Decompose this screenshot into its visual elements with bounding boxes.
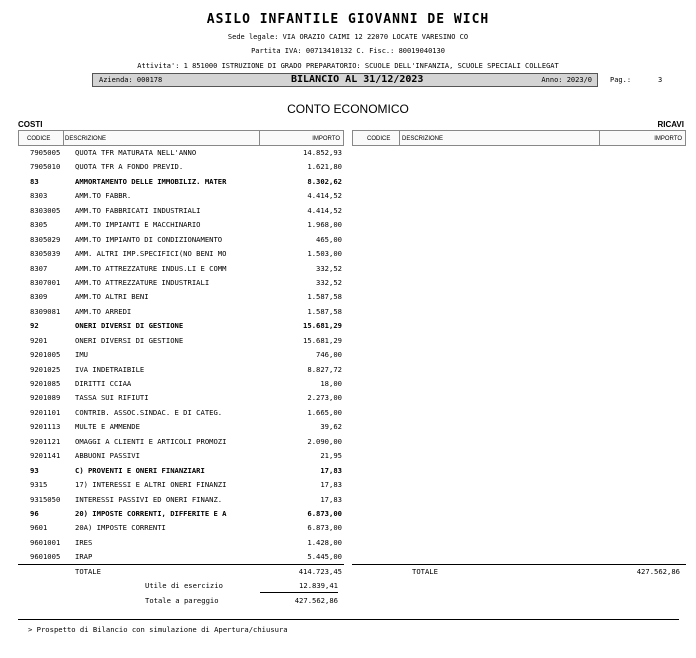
row-code: 9601 (30, 523, 48, 533)
report-header-bar (92, 73, 598, 87)
totale-costi-label: TOTALE (75, 567, 101, 576)
table-row (18, 406, 344, 420)
table-row (18, 160, 344, 174)
row-amount: 1.428,00 (307, 537, 342, 547)
row-amount: 746,00 (316, 350, 342, 360)
row-amount: 1.968,00 (307, 220, 342, 230)
row-code: 9201101 (30, 407, 61, 417)
row-description: AMM.TO FABBRICATI INDUSTRIALI (75, 205, 201, 215)
row-description: 17) INTERESSI E ALTRI ONERI FINANZI (75, 480, 227, 490)
table-row (18, 305, 344, 319)
row-amount: 6.873,00 (307, 508, 342, 518)
table-row (18, 493, 344, 507)
row-code: 9201089 (30, 393, 61, 403)
row-code: 83 (30, 176, 39, 186)
table-row (18, 363, 344, 377)
table-row (18, 290, 344, 304)
row-amount: 5.445,00 (307, 552, 342, 562)
row-description: AMMORTAMENTO DELLE IMMOBILIZ. MATER (75, 176, 227, 186)
table-row (18, 233, 344, 247)
row-amount: 465,00 (316, 234, 342, 244)
row-amount: 4.414,52 (307, 205, 342, 215)
table-row (18, 478, 344, 492)
row-code: 96 (30, 508, 39, 518)
row-description: ABBUONI PASSIVI (75, 451, 140, 461)
row-description: ONERI DIVERSI DI GESTIONE (75, 335, 184, 345)
table-row (18, 175, 344, 189)
row-amount: 1.665,00 (307, 407, 342, 417)
header-codice: CODICE (27, 136, 51, 142)
row-code: 9201005 (30, 350, 61, 360)
row-description: C) PROVENTI E ONERI FINANZIARI (75, 465, 205, 475)
header-importo: IMPORTO (312, 136, 340, 142)
table-row (18, 420, 344, 434)
row-code: 93 (30, 465, 39, 475)
costi-total-rule (18, 564, 344, 565)
utile-rule (260, 592, 338, 593)
table-row (18, 464, 344, 478)
row-amount: 21,95 (320, 451, 342, 461)
section-title: CONTO ECONOMICO (287, 102, 409, 116)
table-row (18, 262, 344, 276)
header-descrizione: DESCRIZIONE (402, 136, 444, 142)
row-code: 9601001 (30, 537, 61, 547)
row-description: MULTE E AMMENDE (75, 422, 140, 432)
row-description: IRAP (75, 552, 93, 562)
company-title: ASILO INFANTILE GIOVANNI DE WICH (206, 12, 490, 27)
row-description: IMU (75, 350, 88, 360)
row-description: INTERESSI PASSIVI ED ONERI FINANZ. (75, 494, 223, 504)
activity-info: Attivita': 1 851000 ISTRUZIONE DI GRADO PREPARATORIO: SCUOLE DELL'INFANZIA, SCUOLE SPECIALI COLLEGAT (137, 62, 559, 70)
totale-ricavi-label: TOTALE (412, 567, 438, 576)
row-amount: 17,83 (320, 480, 342, 490)
row-amount: 332,52 (316, 277, 342, 287)
row-code: 9601005 (30, 552, 61, 562)
row-description: AMM. ALTRI IMP.SPECIFICI(NO BENI MO (75, 249, 227, 259)
row-amount: 14.852,93 (303, 148, 342, 157)
utile-value: 12.839,41 (299, 581, 338, 590)
costi-label: COSTI (18, 120, 43, 129)
row-code: 8309 (30, 292, 48, 302)
row-amount: 18,00 (320, 379, 342, 388)
row-amount: 1.503,00 (307, 249, 342, 259)
table-row (18, 218, 344, 232)
table-row (18, 276, 344, 290)
year-label: Anno: 2023/0 (541, 76, 592, 84)
row-code: 8305029 (30, 234, 61, 244)
totale-costi-value: 414.723,45 (298, 567, 342, 576)
row-description: AMM.TO ATTREZZATURE INDUS.LI E COMM (75, 263, 227, 273)
table-row (18, 536, 344, 550)
row-code: 8305039 (30, 249, 61, 259)
row-description: AMM.TO FABBR. (75, 191, 132, 201)
row-code: 9201121 (30, 436, 61, 446)
header-importo: IMPORTO (654, 136, 682, 142)
page-label: Pag.: (610, 76, 632, 84)
row-amount: 17,83 (320, 494, 342, 504)
row-description: AMM.TO IMPIANTO DI CONDIZIONAMENTO (75, 234, 223, 244)
table-row (18, 521, 344, 535)
header-codice: CODICE (367, 136, 391, 142)
row-description: CONTRIB. ASSOC.SINDAC. E DI CATEG. (75, 407, 223, 417)
row-description: QUOTA TFR MATURATA NELL'ANNO (75, 148, 197, 157)
row-description: AMM.TO IMPIANTI E MACCHINARIO (75, 220, 201, 230)
table-row (18, 189, 344, 203)
row-code: 9201113 (30, 422, 61, 432)
row-code: 7905005 (30, 148, 61, 157)
row-description: AMM.TO ATTREZZATURE INDUSTRIALI (75, 277, 210, 287)
table-row (18, 449, 344, 463)
table-row (18, 204, 344, 218)
footer-rule (18, 619, 679, 620)
row-description: AMM.TO ALTRI BENI (75, 292, 149, 302)
legal-address: Sede legale: VIA ORAZIO CAIMI 12 22070 LOCATE VARESINO CO (227, 33, 469, 41)
row-amount: 8.827,72 (307, 364, 342, 374)
row-code: 9315 (30, 480, 48, 490)
row-description: IRES (75, 537, 93, 547)
row-code: 7905010 (30, 162, 61, 172)
row-amount: 1.587,58 (307, 306, 342, 316)
row-code: 9201085 (30, 379, 61, 388)
row-description: QUOTA TFR A FONDO PREVID. (75, 162, 184, 172)
table-row (18, 334, 344, 348)
header-descrizione: DESCRIZIONE (65, 136, 107, 142)
vat-info: Partita IVA: 00713410132 C. Fisc.: 80019040130 (251, 47, 445, 55)
row-amount: 332,52 (316, 263, 342, 273)
row-amount: 17,83 (320, 465, 342, 475)
row-code: 8305 (30, 220, 48, 230)
row-code: 8309081 (30, 306, 61, 316)
table-row (18, 377, 344, 391)
report-title: BILANCIO AL 31/12/2023 (291, 74, 424, 85)
row-description: TASSA SUI RIFIUTI (75, 393, 149, 403)
row-amount: 1.621,80 (307, 162, 342, 172)
ricavi-table-header (352, 130, 686, 146)
table-row (18, 435, 344, 449)
row-code: 9201141 (30, 451, 61, 461)
footer-note: > Prospetto di Bilancio con simulazione di Apertura/chiusura (28, 625, 288, 634)
row-description: 20A) IMPOSTE CORRENTI (75, 523, 166, 533)
row-code: 8303005 (30, 205, 61, 215)
row-amount: 15.681,29 (303, 335, 342, 345)
row-amount: 15.681,29 (303, 321, 342, 331)
row-description: DIRITTI CCIAA (75, 379, 132, 388)
row-description: OMAGGI A CLIENTI E ARTICOLI PROMOZI (75, 436, 227, 446)
page-number: 3 (658, 76, 663, 84)
row-amount: 8.302,62 (307, 176, 342, 186)
row-amount: 6.873,00 (307, 523, 342, 533)
table-row (18, 507, 344, 521)
row-amount: 2.090,00 (307, 436, 342, 446)
row-description: ONERI DIVERSI DI GESTIONE (75, 321, 184, 331)
row-code: 9315050 (30, 494, 61, 504)
row-description: IVA INDETRAIBILE (75, 364, 145, 374)
row-amount: 2.273,00 (307, 393, 342, 403)
pareggio-value: 427.562,86 (294, 596, 338, 605)
row-description: AMM.TO ARREDI (75, 306, 132, 316)
row-amount: 39,62 (320, 422, 342, 432)
row-description: 20) IMPOSTE CORRENTI, DIFFERITE E A (75, 508, 227, 518)
azienda-code: Azienda: 000178 (99, 76, 163, 84)
row-code: 8303 (30, 191, 48, 201)
table-row (18, 348, 344, 362)
ricavi-total-rule (352, 564, 686, 565)
table-row (18, 247, 344, 261)
table-row (18, 319, 344, 333)
table-row (18, 550, 344, 564)
ricavi-label: RICAVI (657, 120, 684, 129)
row-code: 9201025 (30, 364, 61, 374)
row-code: 8307 (30, 263, 48, 273)
costi-rows (18, 146, 344, 565)
row-amount: 4.414,52 (307, 191, 342, 201)
table-row (18, 391, 344, 405)
totale-ricavi-value: 427.562,86 (636, 567, 680, 576)
row-amount: 1.587,58 (307, 292, 342, 302)
row-code: 8307001 (30, 277, 61, 287)
row-code: 92 (30, 321, 39, 331)
costi-table-header (18, 130, 344, 146)
utile-label: Utile di esercizio (145, 581, 223, 590)
table-row (18, 146, 344, 160)
pareggio-label: Totale a pareggio (145, 596, 219, 605)
row-code: 9201 (30, 335, 48, 345)
